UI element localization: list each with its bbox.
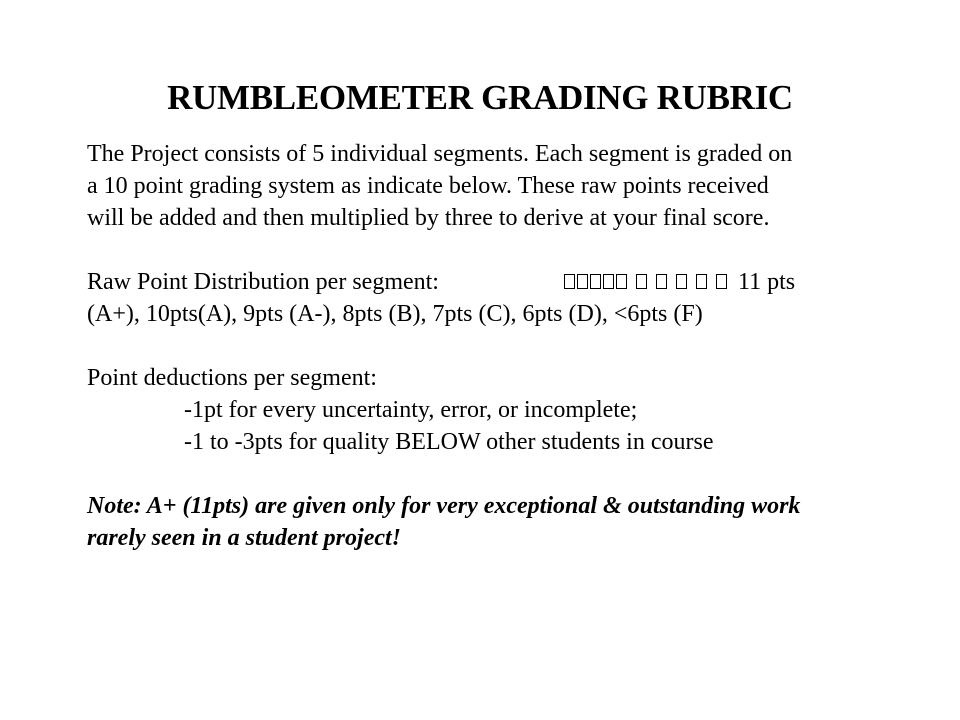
missing-glyph-box xyxy=(656,274,667,289)
grade-scale-line: (A+), 10pts(A), 9pts (A-), 8pts (B), 7pts (C), 6pts (D), <6pts (F) xyxy=(87,301,703,327)
missing-glyph-box xyxy=(577,274,588,289)
missing-glyph-box xyxy=(636,274,647,289)
missing-glyph-box xyxy=(716,274,727,289)
raw-distribution-row xyxy=(87,266,907,298)
note-line: Note: A+ (11pts) are given only for very exceptional & outstanding work xyxy=(87,493,801,519)
missing-glyph-box xyxy=(603,274,614,289)
intro-line: a 10 point grading system as indicate below. These raw points received xyxy=(87,173,769,199)
intro-line: The Project consists of 5 individual segments. Each segment is graded on xyxy=(87,141,793,167)
note-line: rarely seen in a student project! xyxy=(87,525,402,551)
spacer xyxy=(87,330,907,362)
missing-glyph-box xyxy=(590,274,601,289)
deductions-heading: Point deductions per segment: xyxy=(87,365,377,391)
page-title: RUMBLEOMETER GRADING RUBRIC xyxy=(167,78,793,117)
missing-glyph-box xyxy=(676,274,687,289)
missing-glyph-boxes xyxy=(564,266,795,298)
missing-glyph-box xyxy=(564,274,575,289)
top-score-value: 11 pts xyxy=(738,269,796,295)
intro-line: will be added and then multiplied by three to derive at your final score. xyxy=(87,205,770,231)
missing-glyph-box xyxy=(696,274,707,289)
raw-distribution-label: Raw Point Distribution per segment: xyxy=(87,269,439,295)
missing-glyph-box xyxy=(616,274,627,289)
spacer xyxy=(87,458,907,490)
spacer xyxy=(87,234,907,266)
deduction-item: -1 to -3pts for quality BELOW other students in course xyxy=(184,429,714,455)
deduction-item: -1pt for every uncertainty, error, or incomplete; xyxy=(184,397,638,423)
rubric-body xyxy=(87,138,907,554)
